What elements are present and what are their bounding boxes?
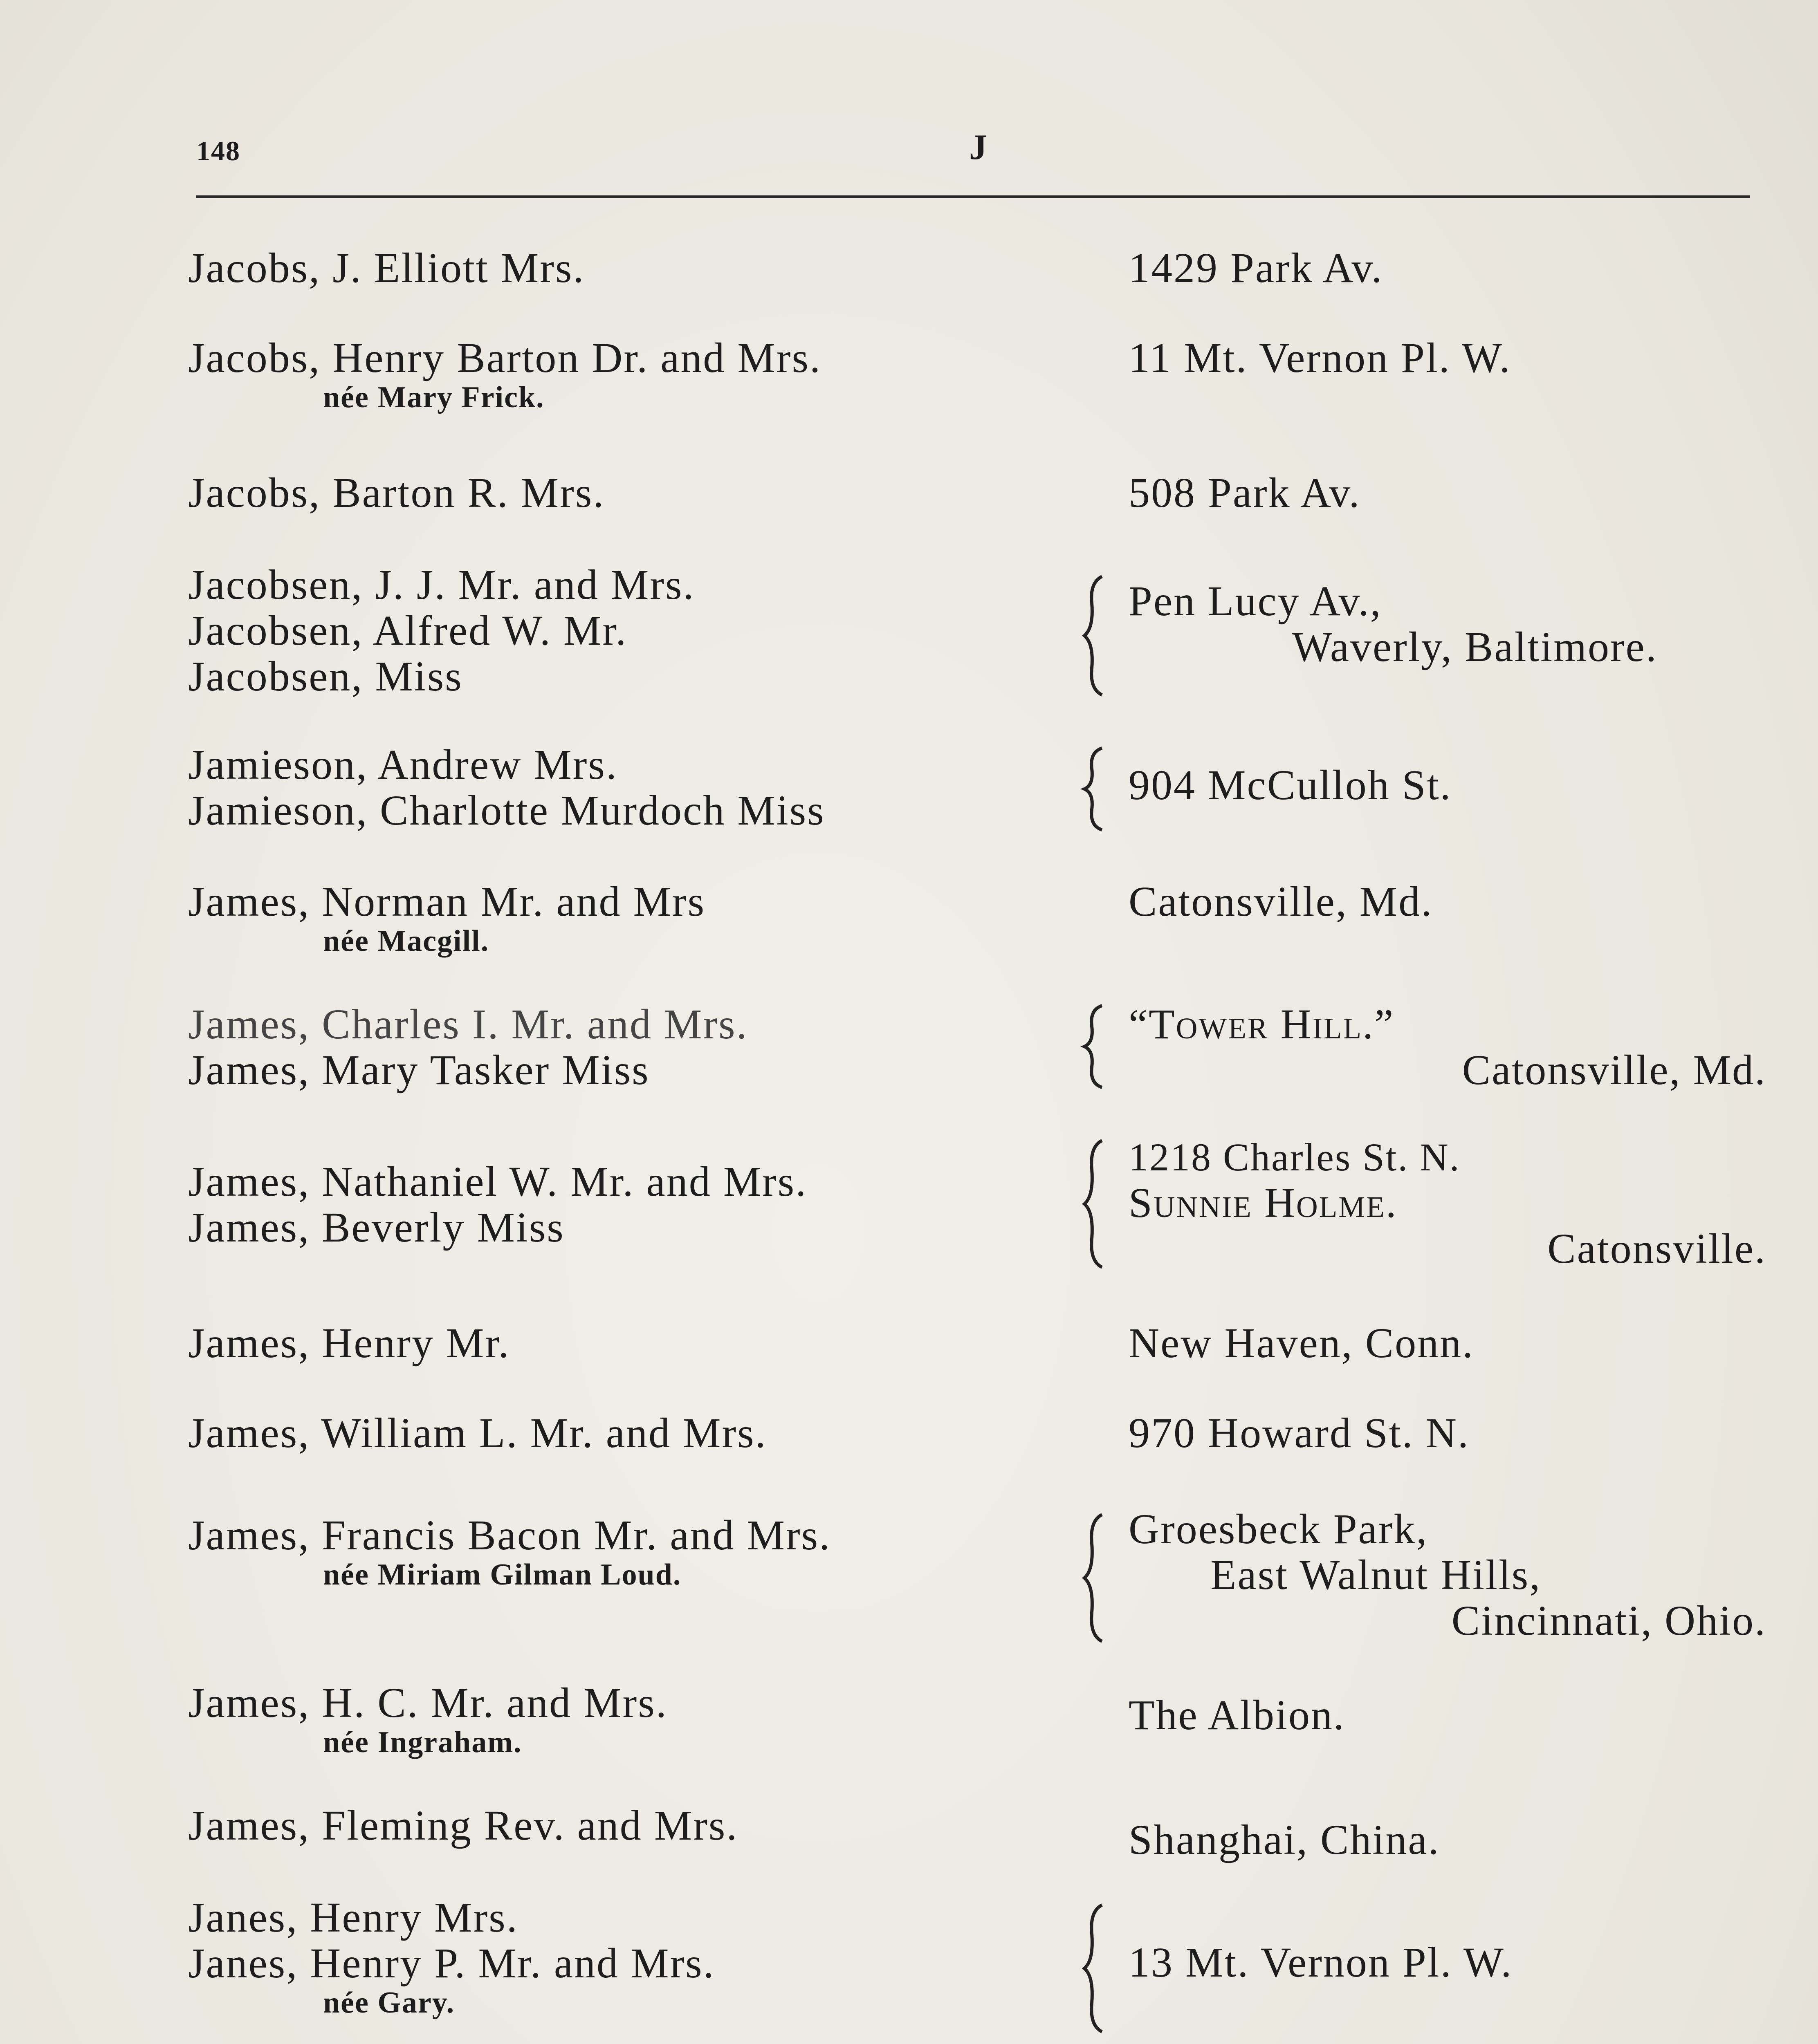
address-line: “Tower Hill.” (1129, 1001, 1395, 1048)
address-line: Catonsville, Md. (1462, 1047, 1766, 1094)
address-line: 1218 Charles St. N. (1129, 1135, 1461, 1179)
brace-icon (1080, 1004, 1116, 1089)
entry-names (188, 245, 1047, 291)
entry-address (1129, 1410, 1766, 1456)
entry-names (188, 742, 1047, 834)
address-line: The Albion. (1129, 1692, 1345, 1739)
address-line: Sunnie Holme. (1129, 1179, 1398, 1226)
entry-names (188, 1002, 1047, 1093)
address-line: Groesbeck Park, (1129, 1506, 1428, 1553)
entry-nee: née Mary Frick. (323, 381, 545, 414)
entry-name: Janes, Henry P. Mr. and Mrs. (188, 1940, 715, 1987)
page-header (196, 123, 1750, 172)
entry-names (188, 470, 1047, 516)
entry-name: Janes, Henry Mrs. (188, 1894, 518, 1941)
entry-name: Jacobsen, Alfred W. Mr. (188, 607, 628, 654)
address-line: 904 McCulloh St. (1129, 762, 1452, 809)
entry-address (1129, 1506, 1766, 1644)
address-line: Cincinnati, Ohio. (1451, 1597, 1766, 1644)
page-number: 148 (196, 135, 240, 166)
entry-names (188, 1513, 1047, 1591)
address-line: New Haven, Conn. (1129, 1320, 1475, 1367)
entry-names (188, 1895, 1047, 2019)
entry-name: James, Fleming Rev. and Mrs. (188, 1802, 738, 1849)
entry-name: James, Nathaniel W. Mr. and Mrs. (188, 1158, 808, 1205)
address-line: 13 Mt. Vernon Pl. W. (1129, 1939, 1513, 1986)
entry-name: James, William L. Mr. and Mrs. (188, 1410, 767, 1457)
entry-nee: née Ingraham. (323, 1726, 522, 1759)
entry-nee: née Gary. (323, 1986, 455, 2019)
entry-names (188, 562, 1047, 699)
entry-address (1129, 1320, 1766, 1366)
entry-name: Jacobs, Barton R. Mrs. (188, 469, 605, 516)
entry-nee: née Miriam Gilman Loud. (323, 1558, 682, 1591)
entry-address (1129, 879, 1766, 925)
brace-icon (1080, 1139, 1116, 1269)
entry-address (1129, 1002, 1766, 1093)
entry-name: James, Charles I. Mr. and Mrs. (188, 1001, 748, 1048)
address-line: Catonsville, Md. (1129, 878, 1433, 925)
entry-name: James, H. C. Mr. and Mrs. (188, 1679, 668, 1726)
address-line: Catonsville. (1547, 1225, 1766, 1272)
entry-names (188, 1680, 1047, 1759)
section-letter: J (969, 128, 987, 167)
entry-names (188, 335, 1047, 414)
entry-address (1129, 578, 1766, 670)
entry-name: Jamieson, Charlotte Murdoch Miss (188, 787, 825, 834)
brace-icon (1080, 574, 1116, 697)
entry-name: James, Mary Tasker Miss (188, 1047, 650, 1094)
entry-address (1129, 1692, 1766, 1738)
entry-names (188, 879, 1047, 957)
entry-address (1129, 1134, 1766, 1272)
entry-names (188, 1803, 1047, 1849)
entry-name: James, Beverly Miss (188, 1204, 565, 1251)
entry-names (188, 1410, 1047, 1456)
entry-address (1129, 1817, 1766, 1863)
entry-nee: née Macgill. (323, 924, 489, 958)
brace-icon (1080, 1513, 1116, 1643)
brace-icon (1080, 1903, 1116, 2034)
address-line: 970 Howard St. N. (1129, 1410, 1470, 1457)
header-rule (196, 195, 1750, 198)
entry-name: James, Henry Mr. (188, 1320, 510, 1367)
entry-name: Jamieson, Andrew Mrs. (188, 741, 618, 788)
address-line: 508 Park Av. (1129, 469, 1361, 516)
address-line: 1429 Park Av. (1129, 244, 1383, 291)
entry-address (1129, 470, 1766, 516)
entry-name: James, Norman Mr. and Mrs (188, 878, 706, 925)
entry-names (188, 1159, 1047, 1251)
entry-name: Jacobsen, Miss (188, 653, 463, 700)
entry-name: James, Francis Bacon Mr. and Mrs. (188, 1512, 831, 1559)
entry-name: Jacobs, J. Elliott Mrs. (188, 244, 585, 291)
address-line: Shanghai, China. (1129, 1816, 1440, 1863)
entry-address (1129, 335, 1766, 381)
address-line: East Walnut Hills, (1210, 1551, 1542, 1598)
entry-address (1129, 762, 1766, 808)
entry-address (1129, 1940, 1766, 1986)
entry-name: Jacobs, Henry Barton Dr. and Mrs. (188, 334, 821, 381)
entry-address (1129, 245, 1766, 291)
entry-name: Jacobsen, J. J. Mr. and Mrs. (188, 561, 695, 608)
entry-names (188, 1320, 1047, 1366)
address-line: Waverly, Baltimore. (1292, 623, 1658, 670)
address-line: Pen Lucy Av., (1129, 578, 1382, 625)
address-line: 11 Mt. Vernon Pl. W. (1129, 334, 1511, 381)
brace-icon (1080, 746, 1116, 832)
